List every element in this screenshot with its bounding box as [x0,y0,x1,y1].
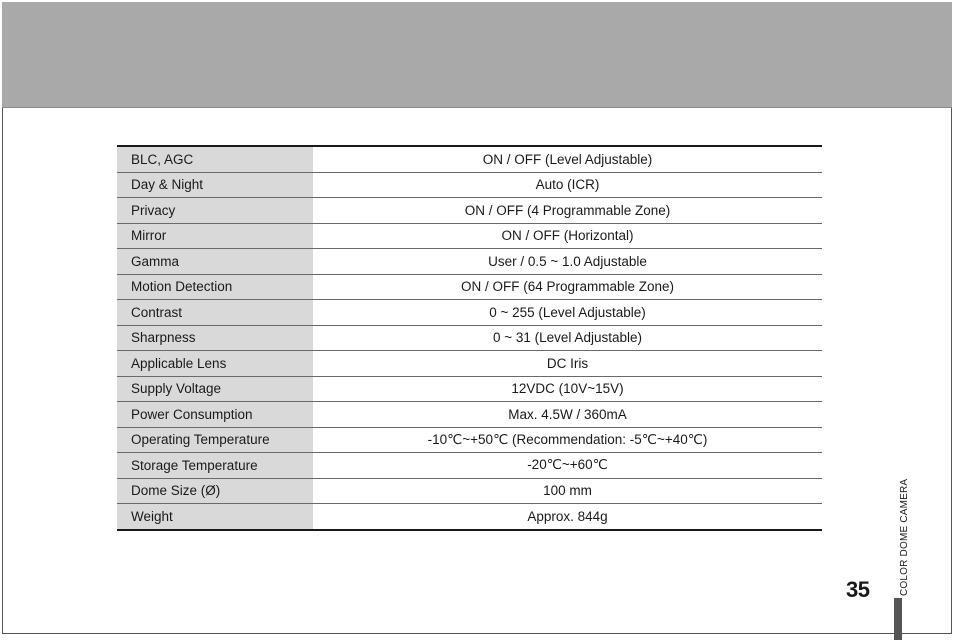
spec-label: Sharpness [117,325,313,351]
table-row [117,198,822,224]
spec-table [117,145,822,531]
table-row [117,478,822,504]
spec-value: -20℃~+60℃ [313,453,822,479]
table-row [117,504,822,530]
spec-label: Day & Night [117,172,313,198]
table-row [117,351,822,377]
spec-value: ON / OFF (4 Programmable Zone) [313,198,822,224]
table-row [117,453,822,479]
spec-value: Max. 4.5W / 360mA [313,402,822,428]
spec-value: ON / OFF (64 Programmable Zone) [313,274,822,300]
table-row [117,325,822,351]
table-row [117,146,822,172]
page-number: 35 [846,577,870,602]
spec-label: Dome Size (Ø) [117,478,313,504]
spec-label: BLC, AGC [117,146,313,172]
spec-value: User / 0.5 ~ 1.0 Adjustable [313,249,822,275]
spec-value: -10℃~+50℃ (Recommendation: -5℃~+40℃) [313,427,822,453]
spec-label: Operating Temperature [117,427,313,453]
spec-value: ON / OFF (Horizontal) [313,223,822,249]
spec-label: Weight [117,504,313,530]
spec-value: Approx. 844g [313,504,822,530]
header-band [2,2,952,108]
spec-label: Power Consumption [117,402,313,428]
spec-value: 0 ~ 31 (Level Adjustable) [313,325,822,351]
spec-value: ON / OFF (Level Adjustable) [313,146,822,172]
spec-value: DC Iris [313,351,822,377]
spec-label: Storage Temperature [117,453,313,479]
table-row [117,172,822,198]
table-row [117,427,822,453]
spec-label: Gamma [117,249,313,275]
spec-label: Supply Voltage [117,376,313,402]
spec-label: Motion Detection [117,274,313,300]
table-row [117,376,822,402]
spec-value: 100 mm [313,478,822,504]
spec-label: Contrast [117,300,313,326]
spec-label: Privacy [117,198,313,224]
section-label: COLOR DOME CAMERA [899,478,910,596]
table-row [117,402,822,428]
spec-value: 0 ~ 255 (Level Adjustable) [313,300,822,326]
spec-value: 12VDC (10V~15V) [313,376,822,402]
spec-label: Applicable Lens [117,351,313,377]
table-row [117,274,822,300]
section-marker-bar [894,598,902,640]
table-row [117,223,822,249]
table-row [117,249,822,275]
spec-value: Auto (ICR) [313,172,822,198]
table-row [117,300,822,326]
spec-label: Mirror [117,223,313,249]
